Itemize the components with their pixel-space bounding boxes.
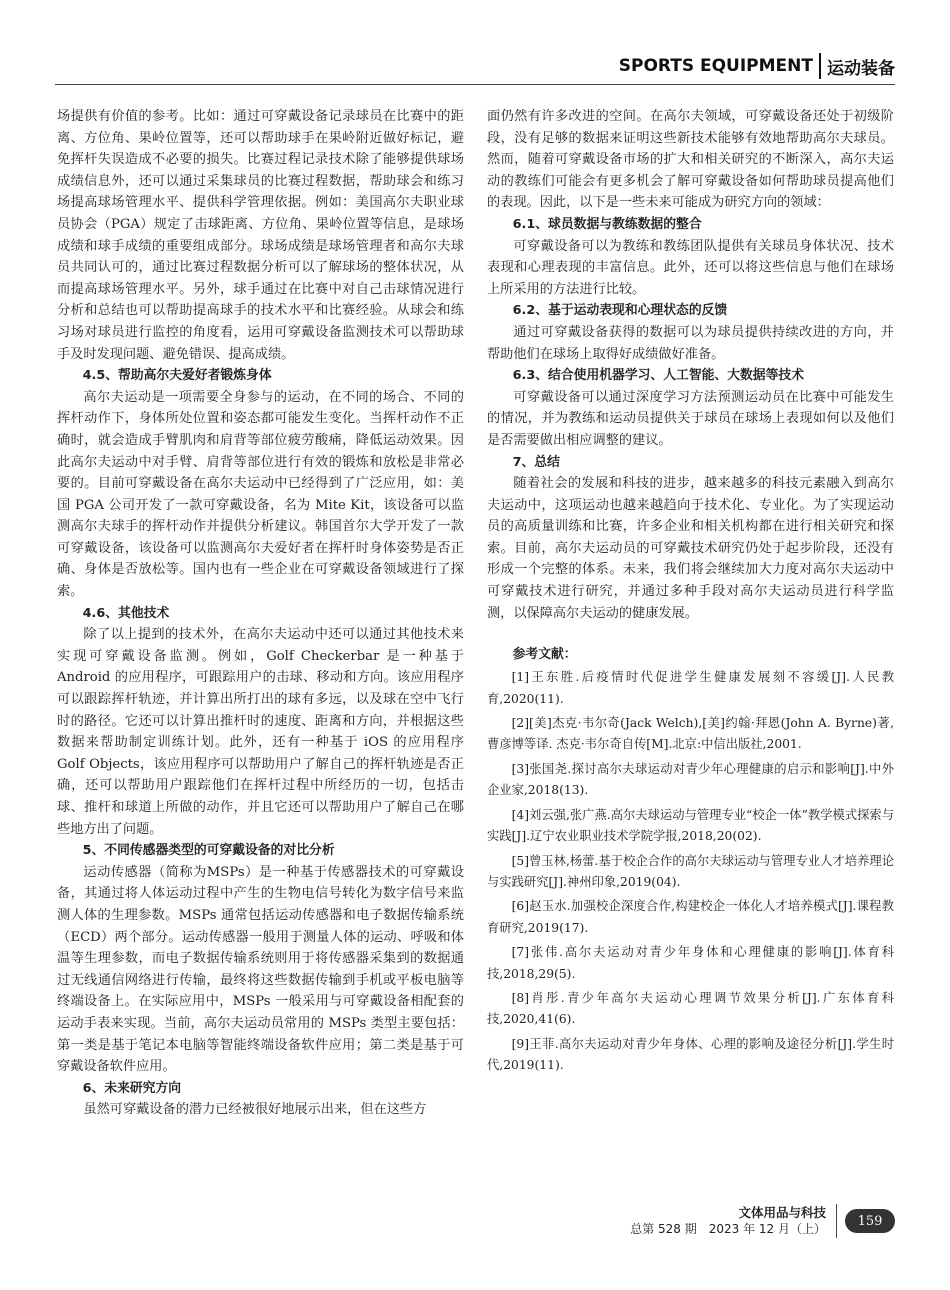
page-number: 159 [845,1209,895,1233]
footer-divider [836,1204,837,1238]
section-heading: 4.6、其他技术 [82,605,170,621]
section-heading: 6.2、基于运动表现和心理状态的反馈 [512,303,728,319]
issue-info: 总第 528 期 2023 年 12 月（上） [630,1222,826,1236]
section-heading: 6、未来研究方向 [82,1080,182,1096]
reference-item: [6]赵玉水.加强校企深度合作,构建校企一体化人才培养模式[J].课程教育研究,2019(17). [487,899,894,935]
reference-item: [4]刘云强,张广燕.高尔夫球运动与管理专业“校企一体”教学模式探索与实践[J].辽宁农业职业技术学院学报,2018,20(02). [487,807,894,844]
header-divider [819,53,821,79]
journal-name: 文体用品与科技 [738,1205,826,1220]
running-header [619,50,895,82]
section-heading: 6.1、球员数据与教练数据的整合 [512,216,702,232]
right-column-body [487,106,894,624]
reference-item: [9]王菲.高尔夫运动对青少年身体、心理的影响及途径分析[J].学生时代,2019(11). [487,1036,894,1073]
references-list [487,667,894,1076]
header-title-cn: 运动装备 [827,58,895,79]
footer-meta [630,1204,826,1238]
paragraph: 面仍然有许多改进的空间。在高尔夫领域，可穿戴设备还处于初级阶段，没有足够的数据来证明这些新技术能够有效地帮助高尔夫球员。然而，随着可穿戴设备市场的扩大和相关研究的不断深入，高尔夫运动的教练们可能会有更多机会了解可穿戴设备如何帮助球员提高他们的表现。因此，以下是一些未来可能成为研究方向的领域： [487,109,894,211]
reference-item: [3]张国尧.探讨高尔夫球运动对青少年心理健康的启示和影响[J].中外企业家,2018(13). [487,761,894,798]
header-rule [55,84,895,85]
reference-item: [5]曾玉林,杨蕾.基于校企合作的高尔夫球运动与管理专业人才培养理论与实践研究[J].神州印象,2019(04). [487,853,894,889]
reference-item: [8]肖彤.青少年高尔夫运动心理调节效果分析[J].广东体育科技,2020,41(6). [487,990,894,1027]
paragraph: 除了以上提到的技术外，在高尔夫运动中还可以通过其他技术来实现可穿戴设备监测。例如，Golf Checkerbar 是一种基于 Android 的应用程序，可跟踪用户的击球、移动和方向。该应用程序可以跟踪挥杆轨迹，并计算出所打出的球有多远，以及球在空中飞行时的路径。它还可以计算出推杆时的速度、距离和方向，并根据这些数据来帮助制定训练计划。此外，还有一种基于 iOS 的应用程序 Golf Objects，该应用程序可以帮助用户了解自己的挥杆轨迹是否正确，还可以帮助用户跟踪他们在挥杆过程中所经历的一切，包括击球、推杆和球道上所做的动作，并且它还可以帮助用户了解自己在哪些地方出了问题。 [57,627,464,837]
left-column [57,106,464,1121]
paragraph: 可穿戴设备可以通过深度学习方法预测运动员在比赛中可能发生的情况，并为教练和运动员提供关于球员在球场上表现如何以及他们是否需要做出相应调整的建议。 [487,389,894,448]
section-heading: 4.5、帮助高尔夫爱好者锻炼身体 [82,368,272,384]
reference-item: [1]王东胜.后疫情时代促进学生健康发展刻不容缓[J].人民教育,2020(11). [487,670,894,706]
header-title-en: SPORTS EQUIPMENT [618,56,813,76]
page-footer [630,1204,895,1238]
paragraph: 虽然可穿戴设备的潜力已经被很好地展示出来，但在这些方 [83,1102,427,1118]
section-heading: 7、总结 [512,454,560,470]
paragraph: 可穿戴设备可以为教练和教练团队提供有关球员身体状况、技术表现和心理表现的丰富信息。此外，还可以将这些信息与他们在球场上所采用的方法进行比较。 [487,238,894,297]
paragraph: 运动传感器（简称为MSPs）是一种基于传感器技术的可穿戴设备，其通过将人体运动过程中产生的生物电信号转化为数字信号来监测人体的生理参数。MSPs 通常包括运动传感器和电子数据传输系统（ECD）两个部分。运动传感器一般用于测量人体的运动、呼吸和体温等生理参数，而电子数据传输系统则用于将传感器采集到的数据通过无线通信网络进行传输，最终将这些数据传输到手机或平板电脑等终端设备上。在实际应用中，MSPs 一般采用与可穿戴设备相配套的运动手表来实现。当前，高尔夫运动员常用的 MSPs 类型主要包括：第一类是基于笔记本电脑等智能终端设备软件应用；第二类是基于可穿戴设备软件应用。 [57,864,464,1075]
section-heading: 6.3、结合使用机器学习、人工智能、大数据等技术 [512,368,804,384]
section-heading: 5、不同传感器类型的可穿戴设备的对比分析 [82,843,335,859]
paragraph: 场提供有价值的参考。比如：通过可穿戴设备记录球员在比赛中的距离、方位角、果岭位置等，还可以帮助球手在果岭附近做好标记，避免挥杆失误造成不必要的损失。比赛过程记录技术除了能够提供球场成绩信息外，还可以通过采集球员的比赛过程数据，帮助球会和练习场提高球场管理水平、提供科学管理依据。例如：美国高尔夫职业球员协会（PGA）规定了击球距离、方位角、果岭位置等信息，是球场成绩和球手成绩的重要组成部分。球场成绩是球场管理者和高尔夫球员共同认可的，通过比赛过程数据分析可以了解球场的整体状况，从而提高球场管理水平。另外，球手通过在比赛中对自己击球情况进行分析和总结也可以帮助提高球手的技术水平和比赛经验。从球会和练习场对球员进行监控的角度看，运用可穿戴设备监测技术可以帮助球手及时发现问题、避免错误、提高成绩。 [57,109,464,362]
paragraph: 通过可穿戴设备获得的数据可以为球员提供持续改进的方向，并帮助他们在球场上取得好成绩做好准备。 [487,324,894,362]
reference-item: [7]张伟.高尔夫运动对青少年身体和心理健康的影响[J].体育科技,2018,29(5). [487,945,894,981]
paragraph: 高尔夫运动是一项需要全身参与的运动，在不同的场合、不同的挥杆动作下，身体所处位置和姿态都可能发生变化。当挥杆动作不正确时，就会造成手臂肌肉和肩背等部位疲劳酸痛，降低运动效果。因此高尔夫运动中对手臂、肩背等部位进行有效的锻炼和放松是非常必要的。目前可穿戴设备在高尔夫运动中已经得到了广泛应用，如：美国 PGA 公司开发了一款可穿戴设备，名为 Mite Kit，该设备可以监测高尔夫球手的挥杆动作并提供分析建议。韩国首尔大学开发了一款可穿戴设备，该设备可以监测高尔夫爱好者在挥杆时身体姿势是否正确、身体是否放松等。国内也有一些企业在可穿戴设备领域进行了探索。 [57,389,464,600]
right-column [487,106,894,1080]
references-title: 参考文献： [512,647,577,663]
reference-item: [2][美]杰克·韦尔奇(Jack Welch),[美]约翰·拜恩(John A. Byrne)著,曹彦博等译. 杰克·韦尔奇自传[M].北京:中信出版社,2001. [487,716,894,752]
paragraph: 随着社会的发展和科技的进步，越来越多的科技元素融入到高尔夫运动中，这项运动也越来越趋向于技术化、专业化。为了实现运动员的高质量训练和比赛，许多企业和相关机构都在进行相关研究和探索。目前，高尔夫运动员的可穿戴技术研究仍处于起步阶段，还没有形成一个完整的体系。未来，我们将会继续加大力度对高尔夫运动中可穿戴技术进行研究，并通过多种手段对高尔夫运动员进行科学监测，以保障高尔夫运动的健康发展。 [487,476,894,621]
